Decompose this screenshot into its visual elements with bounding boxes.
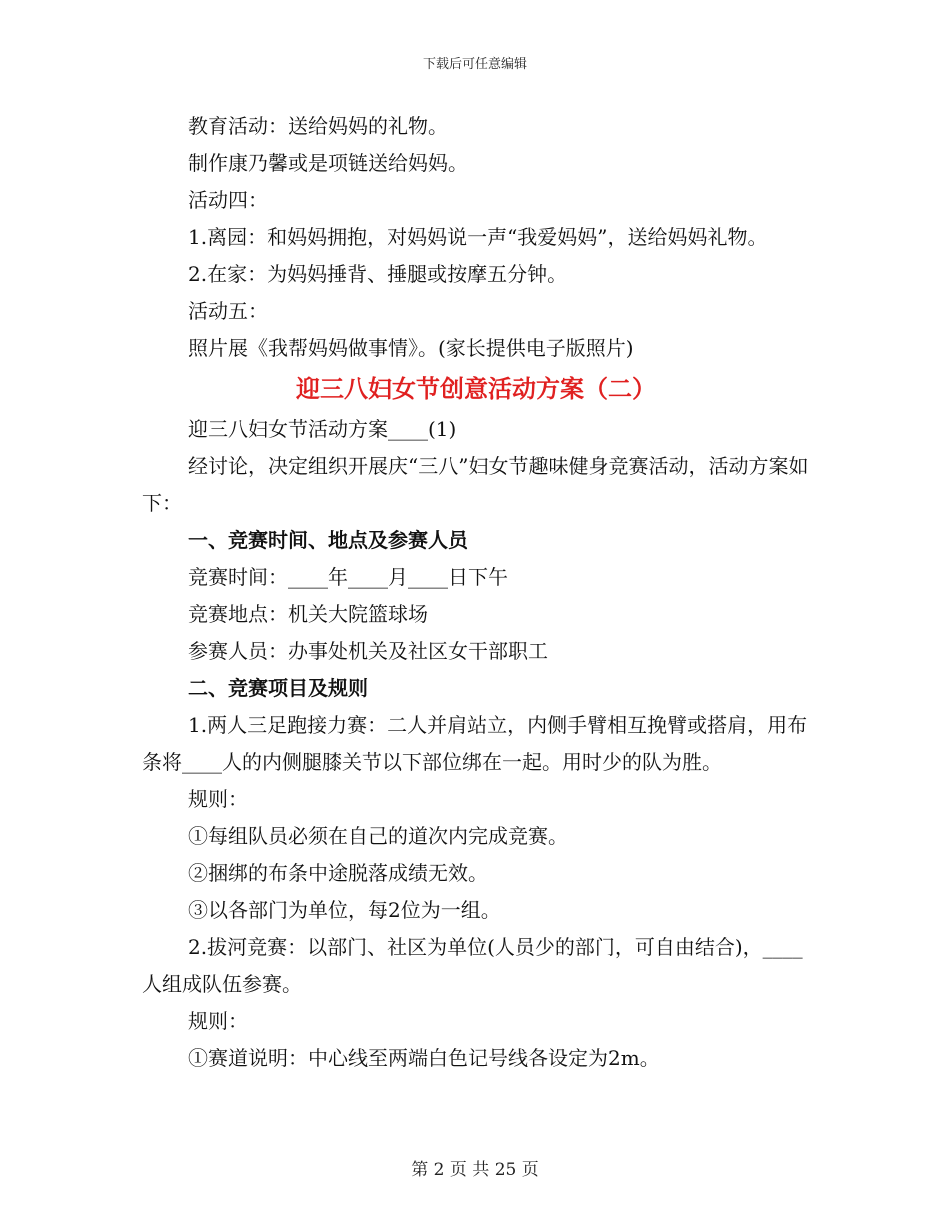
paragraph: ①每组队员必须在自己的道次内完成竞赛。	[188, 824, 568, 848]
paragraph: 规则：	[188, 787, 248, 811]
paragraph: 活动五：	[188, 299, 268, 323]
paragraph: ③以各部门为单位，每2位为一组。	[188, 898, 501, 922]
paragraph: ①赛道说明：中心线至两端白色记号线各设定为2m。	[188, 1046, 660, 1070]
paragraph: 照片展《我帮妈妈做事情》。(家长提供电子版照片)	[188, 336, 634, 360]
paragraph: 经讨论，决定组织开展庆“三八”妇女节趣味健身竞赛活动，活动方案如下：	[142, 454, 809, 515]
paragraph: 活动四：	[188, 188, 268, 212]
paragraph: ②捆绑的布条中途脱落成绩无效。	[188, 861, 488, 885]
paragraph: 1.离园：和妈妈拥抱，对妈妈说一声“我爱妈妈”，送给妈妈礼物。	[188, 225, 768, 249]
paragraph: 竞赛时间：____年____月____日下午	[188, 565, 508, 589]
paragraph: 2.在家：为妈妈捶背、捶腿或按摩五分钟。	[188, 262, 568, 286]
paragraph: 竞赛地点：机关大院篮球场	[188, 602, 428, 626]
paragraph: 2.拔河竞赛：以部门、社区为单位(人员少的部门，可自由结合)，____人组成队伍参赛。	[142, 935, 803, 996]
document-body	[142, 108, 810, 1077]
page-footer: 第 2 页 共 25 页	[411, 1160, 539, 1180]
section-title: 迎三八妇女节创意活动方案（二）	[296, 374, 656, 403]
page-header: 下载后可任意编辑	[422, 57, 527, 72]
section-heading: 一、竞赛时间、地点及参赛人员	[188, 528, 468, 552]
paragraph: 1.两人三足跑接力赛：二人并肩站立，内侧手臂相互挽臂或搭肩，用布条将____人的内侧腿膝关节以下部位绑在一起。用时少的队为胜。	[142, 713, 808, 774]
paragraph: 参赛人员：办事处机关及社区女干部职工	[188, 639, 548, 663]
paragraph: 规则：	[188, 1009, 248, 1033]
paragraph: 制作康乃馨或是项链送给妈妈。	[188, 151, 468, 175]
section-heading: 二、竞赛项目及规则	[188, 676, 368, 700]
paragraph: 教育活动：送给妈妈的礼物。	[188, 114, 448, 138]
paragraph: 迎三八妇女节活动方案____(1)	[188, 417, 457, 441]
